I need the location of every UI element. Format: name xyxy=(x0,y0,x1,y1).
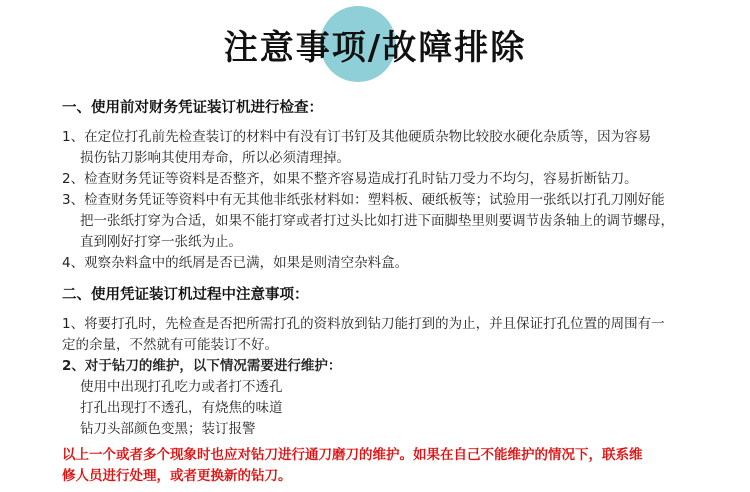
section1-item2: 2、检查财务凭证等资料是否整齐，如果不整齐容易造成打孔时钻刀受力不均匀，容易折断钻刀。 xyxy=(62,171,638,187)
section1-item1-line2: 损伤钻刀影响其使用寿命，所以必须清理掉。 xyxy=(80,150,350,166)
section1-item1-line1: 1、在定位打孔前先检查装订的材料中有没有订书钉及其他硬质杂物比较胶水硬化杂质等，因为容易 xyxy=(62,129,652,145)
section2-item1-line1: 1、将要打孔时，先检查是否把所需打孔的资料放到钻刀能打到的为止，并且保证打孔位置的周围有一 xyxy=(62,316,665,332)
section2-item1-line2: 定的余量，不然就有可能装订不好。 xyxy=(62,337,278,353)
warning-line1: 以上一个或者多个现象时也应对钻刀进行通刀磨刀的维护。如果在自己不能维护的情况下，联系维 xyxy=(62,447,643,463)
section1-item3-line1: 3、检查财务凭证等资料中有无其他非纸张材料如：塑料板、硬纸板等；试验用一张纸以打孔刀刚好能 xyxy=(62,192,665,208)
page-title: 注意事项/故障排除 xyxy=(223,28,527,68)
section1-item4: 4、观察杂料盒中的纸屑是否已满，如果是则清空杂料盒。 xyxy=(62,255,409,271)
section1-heading: 一、使用前对财务凭证装订机进行检查： xyxy=(62,100,323,116)
section2-sub1: 使用中出现打孔吃力或者打不透孔 xyxy=(80,379,283,395)
section2-item2: 2、对于钻刀的维护，以下情况需要进行维护： xyxy=(62,358,342,374)
section2-heading: 二、使用凭证装订机过程中注意事项： xyxy=(62,287,309,303)
warning-line2: 修人员进行处理，或者更换新的钻刀。 xyxy=(62,468,292,484)
section1-item3-line3: 直到刚好打穿一张纸为止。 xyxy=(80,234,242,250)
title-area xyxy=(0,0,750,90)
section1-item3-line2: 把一张纸打穿为合适，如果不能打穿或者打过头比如打进下面脚垫里则要调节齿条轴上的调节螺母， xyxy=(80,213,674,229)
section2-sub2: 打孔出现打不透孔，有烧焦的味道 xyxy=(80,400,283,416)
section2-sub3: 钻刀头部颜色变黑；装订报警 xyxy=(80,421,256,437)
